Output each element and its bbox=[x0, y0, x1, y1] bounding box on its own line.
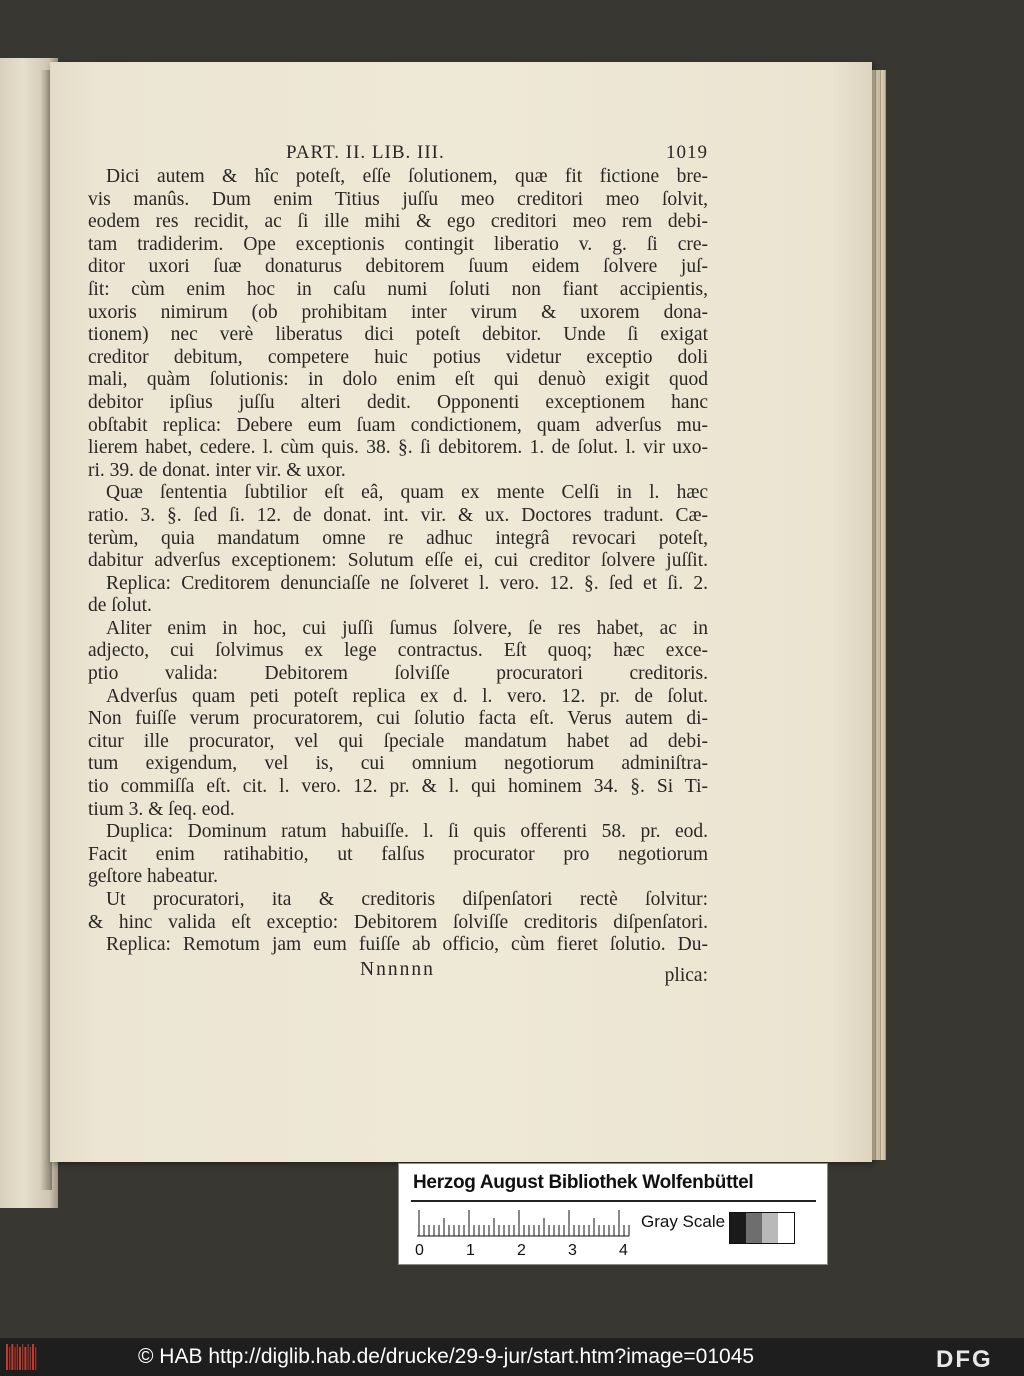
text-line: Dici autem & hîc poteſt, eſſe ſolutionem, quæ fit fictione bre- bbox=[106, 166, 708, 187]
text-line: mali, quàm ſolutionis: in dolo enim eſt qui denuò exigit quod bbox=[88, 369, 708, 391]
logo-bar bbox=[32, 1344, 34, 1370]
ruler-label: 4 bbox=[619, 1242, 628, 1259]
text-line: debitor ipſius juſſu alteri dedit. Opponenti exceptionem hanc bbox=[88, 391, 708, 413]
gray-scale-swatches bbox=[729, 1212, 795, 1244]
text-line: ſit: cùm enim hoc in caſu numi ſoluti non fiant accipientis, bbox=[88, 278, 708, 300]
text-line: tum exigendum, vel is, cui omnium negotiorum adminiſtra- bbox=[88, 753, 708, 775]
logo-bar bbox=[35, 1347, 36, 1370]
text-line: Duplica: Dominum ratum habuiſſe. l. ſi quis offerenti 58. pr. eod. bbox=[106, 821, 708, 843]
gray-swatch bbox=[778, 1213, 794, 1243]
text-line: eodem res recidit, ac ſi ille mihi & ego creditori meo rem debi- bbox=[88, 211, 708, 233]
text-line: dabitur adverſus exceptionem: Solutum eſſe ei, cui creditor ſolvere juſſit. bbox=[88, 550, 708, 572]
signature-line bbox=[88, 959, 708, 985]
footer-credit-link[interactable]: © HAB http://diglib.hab.de/drucke/29-9-jur/start.htm?image=01045 bbox=[138, 1345, 755, 1368]
text-lines bbox=[88, 166, 708, 957]
dfg-logo: DFG bbox=[936, 1346, 993, 1373]
text-line: Non fuiſſe verum procuratorem, cui ſolutio facta eſt. Verus autem di- bbox=[88, 708, 708, 730]
text-line: lierem habet, cedere. l. cùm quis. 38. §. ſi debitorem. 1. de ſolut. l. vir uxo- bbox=[88, 437, 708, 459]
text-line: de ſolut. bbox=[88, 595, 152, 617]
gray-swatch bbox=[746, 1213, 762, 1243]
logo-bar bbox=[22, 1344, 23, 1370]
library-name: Herzog August Bibliothek Wolfenbüttel bbox=[413, 1172, 754, 1193]
text-line: Ut procuratori, ita & creditoris diſpenſatori rectè ſolvitur: bbox=[106, 889, 708, 910]
hab-barcode-logo-icon bbox=[5, 1344, 41, 1370]
text-line: vis manûs. Dum enim Titius juſſu meo creditori meo ſolvit, bbox=[88, 188, 708, 210]
logo-bar bbox=[17, 1344, 18, 1370]
logo-bar bbox=[6, 1344, 8, 1370]
page-text bbox=[88, 142, 708, 985]
logo-bar bbox=[30, 1347, 31, 1370]
logo-bar bbox=[19, 1347, 21, 1370]
ruler-label: 1 bbox=[466, 1242, 475, 1259]
text-line: tionem) nec verè liberatus dici poteſt debitor. Unde ſi exigat bbox=[88, 324, 708, 346]
ruler-icon bbox=[417, 1209, 631, 1237]
text-line: terùm, quia mandatum omne re adhuc integrâ revocari poteſt, bbox=[88, 527, 708, 549]
text-line: geſtore habeatur. bbox=[88, 866, 218, 888]
ruler-label: 3 bbox=[568, 1242, 577, 1259]
text-line: Facit enim ratihabitio, ut falſus procurator pro negotiorum bbox=[88, 843, 708, 865]
signature-mark: Nnnnnn bbox=[360, 958, 435, 980]
text-line: Replica: Remotum jam eum fuiſſe ab officio, cùm fieret ſolutio. Du- bbox=[106, 934, 708, 956]
gray-swatch bbox=[730, 1213, 746, 1243]
logo-bar bbox=[9, 1347, 10, 1370]
ruler-label: 0 bbox=[415, 1242, 424, 1259]
running-head-title: PART. II. LIB. III. bbox=[286, 142, 445, 163]
running-head bbox=[88, 142, 708, 166]
text-line: tio commiſſa eſt. cit. l. vero. 12. pr. & l. qui hominem 34. §. Si Ti- bbox=[88, 776, 708, 798]
text-line: uxoris nimirum (ob prohibitam inter virum & uxorem dona- bbox=[88, 301, 708, 323]
text-line: & hinc valida eſt exceptio: Debitorem ſolviſſe creditoris diſpenſatori. bbox=[88, 911, 708, 933]
logo-bar bbox=[15, 1347, 16, 1370]
text-line: Aliter enim in hoc, cui juſſi ſumus ſolvere, ſe res habet, ac in bbox=[106, 617, 708, 639]
ruler-label: 2 bbox=[517, 1242, 526, 1259]
text-line: ri. 39. de donat. inter vir. & uxor. bbox=[88, 459, 346, 481]
color-reference-card bbox=[398, 1163, 828, 1265]
text-line: tium 3. & ſeq. eod. bbox=[88, 798, 235, 820]
text-line: Quæ ſententia ſubtilior eſt eâ, quam ex mente Celſi in l. hæc bbox=[106, 482, 708, 504]
page-number: 1019 bbox=[666, 142, 708, 163]
text-line: adjecto, cui ſolvimus ex lege contractus. Eſt quoq; hæc exce- bbox=[88, 640, 708, 662]
text-line: Adverſus quam peti poteſt replica ex d. l. vero. 12. pr. de ſolut. bbox=[106, 685, 708, 707]
text-line: citur ille procurator, vel qui ſpeciale mandatum habet ad debi- bbox=[88, 730, 708, 752]
logo-bar bbox=[11, 1344, 13, 1370]
footer-bar bbox=[0, 1338, 1024, 1376]
gray-scale-label: Gray Scale bbox=[641, 1212, 726, 1231]
text-line: creditor debitum, competere huic potius videtur exceptio doli bbox=[88, 346, 708, 368]
text-line: ditor uxori ſuæ donaturus debitorem ſuum eidem ſolvere juſ- bbox=[88, 256, 708, 278]
gray-swatch bbox=[762, 1213, 778, 1243]
text-line: Replica: Creditorem denunciaſſe ne ſolveret l. vero. 12. §. ſed et ſi. 2. bbox=[106, 572, 708, 594]
logo-bar bbox=[28, 1344, 29, 1370]
logo-bar bbox=[24, 1347, 26, 1370]
text-line: tam tradiderim. Ope exceptionis contingit liberatio v. g. ſi cre- bbox=[88, 233, 708, 255]
catchword: plica: bbox=[664, 964, 708, 986]
card-rule bbox=[411, 1200, 816, 1202]
text-line: ratio. 3. §. ſed ſi. 12. de donat. int. vir. & ux. Doctores tradunt. Cæ- bbox=[88, 504, 708, 526]
text-line: ptio valida: Debitorem ſolviſſe procuratori creditoris. bbox=[88, 663, 708, 685]
text-line: obſtabit replica: Debere eum ſuam condictionem, quam adverſus mu- bbox=[88, 414, 708, 436]
